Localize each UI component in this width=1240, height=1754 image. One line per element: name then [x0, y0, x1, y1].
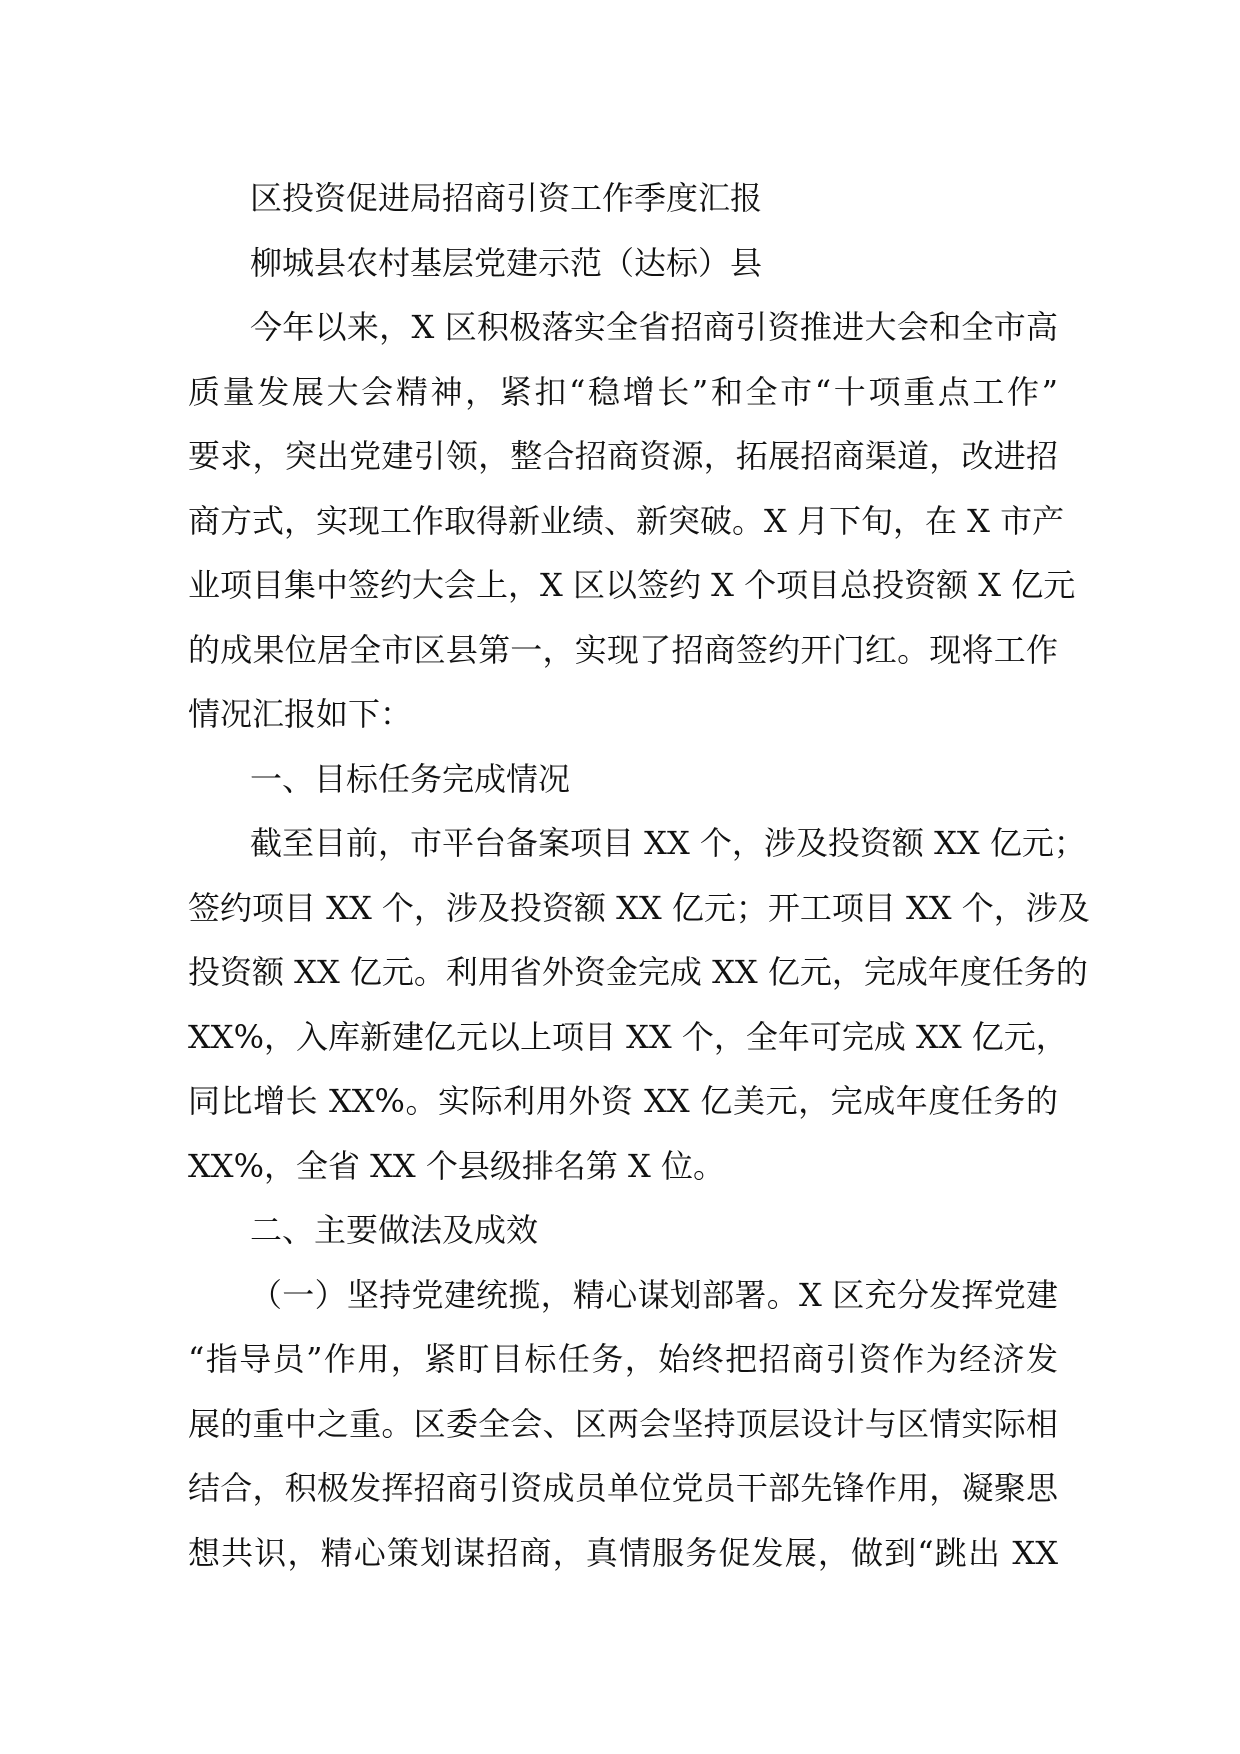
section1-line: XX%，入库新建亿元以上项目 XX 个，全年可完成 XX 亿元， [188, 1017, 1068, 1056]
intro-line: 要求，突出党建引领，整合招商资源，拓展招商渠道，改进招 [188, 437, 1058, 475]
intro-line: 情况汇报如下： [188, 695, 413, 733]
intro-line: 质量发展大会精神，紧扣“稳增长”和全市“十项重点工作” [188, 372, 1058, 411]
section1-line: 签约项目 XX 个，涉及投资额 XX 亿元；开工项目 XX 个，涉及 [188, 888, 1090, 927]
intro-line: 业项目集中签约大会上，X 区以签约 X 个项目总投资额 X 亿元 [188, 566, 1076, 604]
document-body [188, 166, 1090, 1585]
section2-line: “指导员”作用，紧盯目标任务，始终把招商引资作为经济发 [188, 1340, 1058, 1378]
section-heading-2: 二、主要做法及成效 [250, 1211, 539, 1249]
section2-line: 想共识，精心策划谋招商，真情服务促发展，做到“跳出 XX [188, 1533, 1058, 1572]
section2-line: （一）坚持党建统揽，精心谋划部署。X 区充分发挥党建 [250, 1275, 1058, 1314]
document-title: 区投资促进局招商引资工作季度汇报 [250, 179, 763, 217]
intro-line: 商方式，实现工作取得新业绩、新突破。X 月下旬，在 X 市产 [188, 501, 1065, 540]
intro-line: 今年以来，X 区积极落实全省招商引资推进大会和全市高 [250, 308, 1058, 346]
intro-line: 的成果位居全市区县第一，实现了招商签约开门红。现将工作 [188, 630, 1058, 669]
section2-line: 结合，积极发挥招商引资成员单位党员干部先锋作用，凝聚思 [188, 1469, 1058, 1507]
section1-line: XX%，全省 XX 个县级排名第 X 位。 [188, 1146, 726, 1185]
section2-line: 展的重中之重。区委全会、区两会坚持顶层设计与区情实际相 [188, 1404, 1058, 1443]
section1-line: 投资额 XX 亿元。利用省外资金完成 XX 亿元，完成年度任务的 [188, 953, 1088, 991]
section-heading-1: 一、目标任务完成情况 [250, 759, 571, 798]
section1-line: 同比增长 XX%。实际利用外资 XX 亿美元，完成年度任务的 [188, 1082, 1058, 1120]
document-subtitle: 柳城县农村基层党建示范（达标）县 [250, 243, 763, 282]
section1-line: 截至目前，市平台备案项目 XX 个，涉及投资额 XX 亿元； [250, 824, 1086, 862]
